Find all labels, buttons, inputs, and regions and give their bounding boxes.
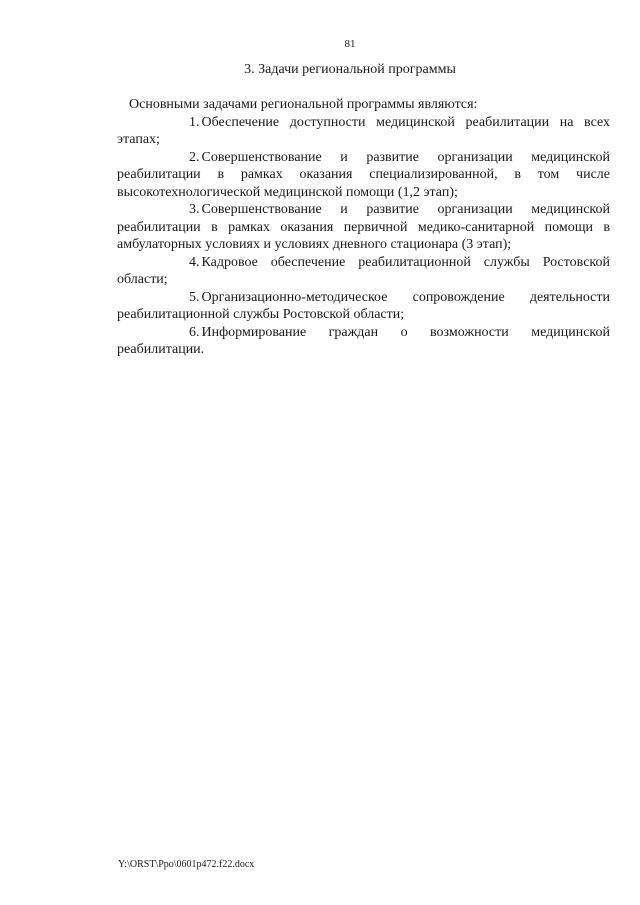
list-item-number: 4. xyxy=(189,254,200,270)
list-item-text: Совершенствование и развитие организации медицинской реабилитации в рамках оказания первичной медико-санитарной помощи в амбулаторных условиях и условиях дневного стационара (3 этап); xyxy=(117,202,610,252)
list-item-number: 6. xyxy=(189,324,200,340)
list-item xyxy=(117,324,610,359)
list-item-text: Обеспечение доступности медицинской реабилитации на всех этапах; xyxy=(117,114,610,147)
list-item-text: Совершенствование и развитие организации медицинской реабилитации в рамках оказания специализированной, в том числе высокотехнологической медицинской помощи (1,2 этап); xyxy=(117,149,610,200)
list-item-text: Информирование граждан о возможности медицинской реабилитации. xyxy=(117,324,610,357)
list-item-text: Кадровое обеспечение реабилитационной службы Ростовской области; xyxy=(117,254,610,287)
list-item-number: 1. xyxy=(189,114,200,130)
document-body xyxy=(117,96,610,359)
list-item xyxy=(117,114,610,149)
section-title: 3. Задачи региональной программы xyxy=(244,62,456,77)
list-item xyxy=(117,289,610,324)
list-item xyxy=(117,254,610,289)
footer-file-path: Y:\ORST\Ppo\0601p472.f22.docx xyxy=(118,859,255,870)
list-item xyxy=(117,149,610,202)
list-item xyxy=(117,201,610,254)
list-item-number: 3. xyxy=(189,202,200,217)
page-number: 81 xyxy=(344,38,356,50)
list-item-number: 2. xyxy=(189,149,200,165)
intro-paragraph: Основными задачами региональной программы являются: xyxy=(129,97,478,112)
list-item-text: Организационно-методическое сопровождение деятельности реабилитационной службы Ростовской области; xyxy=(117,289,610,322)
list-item-number: 5. xyxy=(189,289,200,305)
